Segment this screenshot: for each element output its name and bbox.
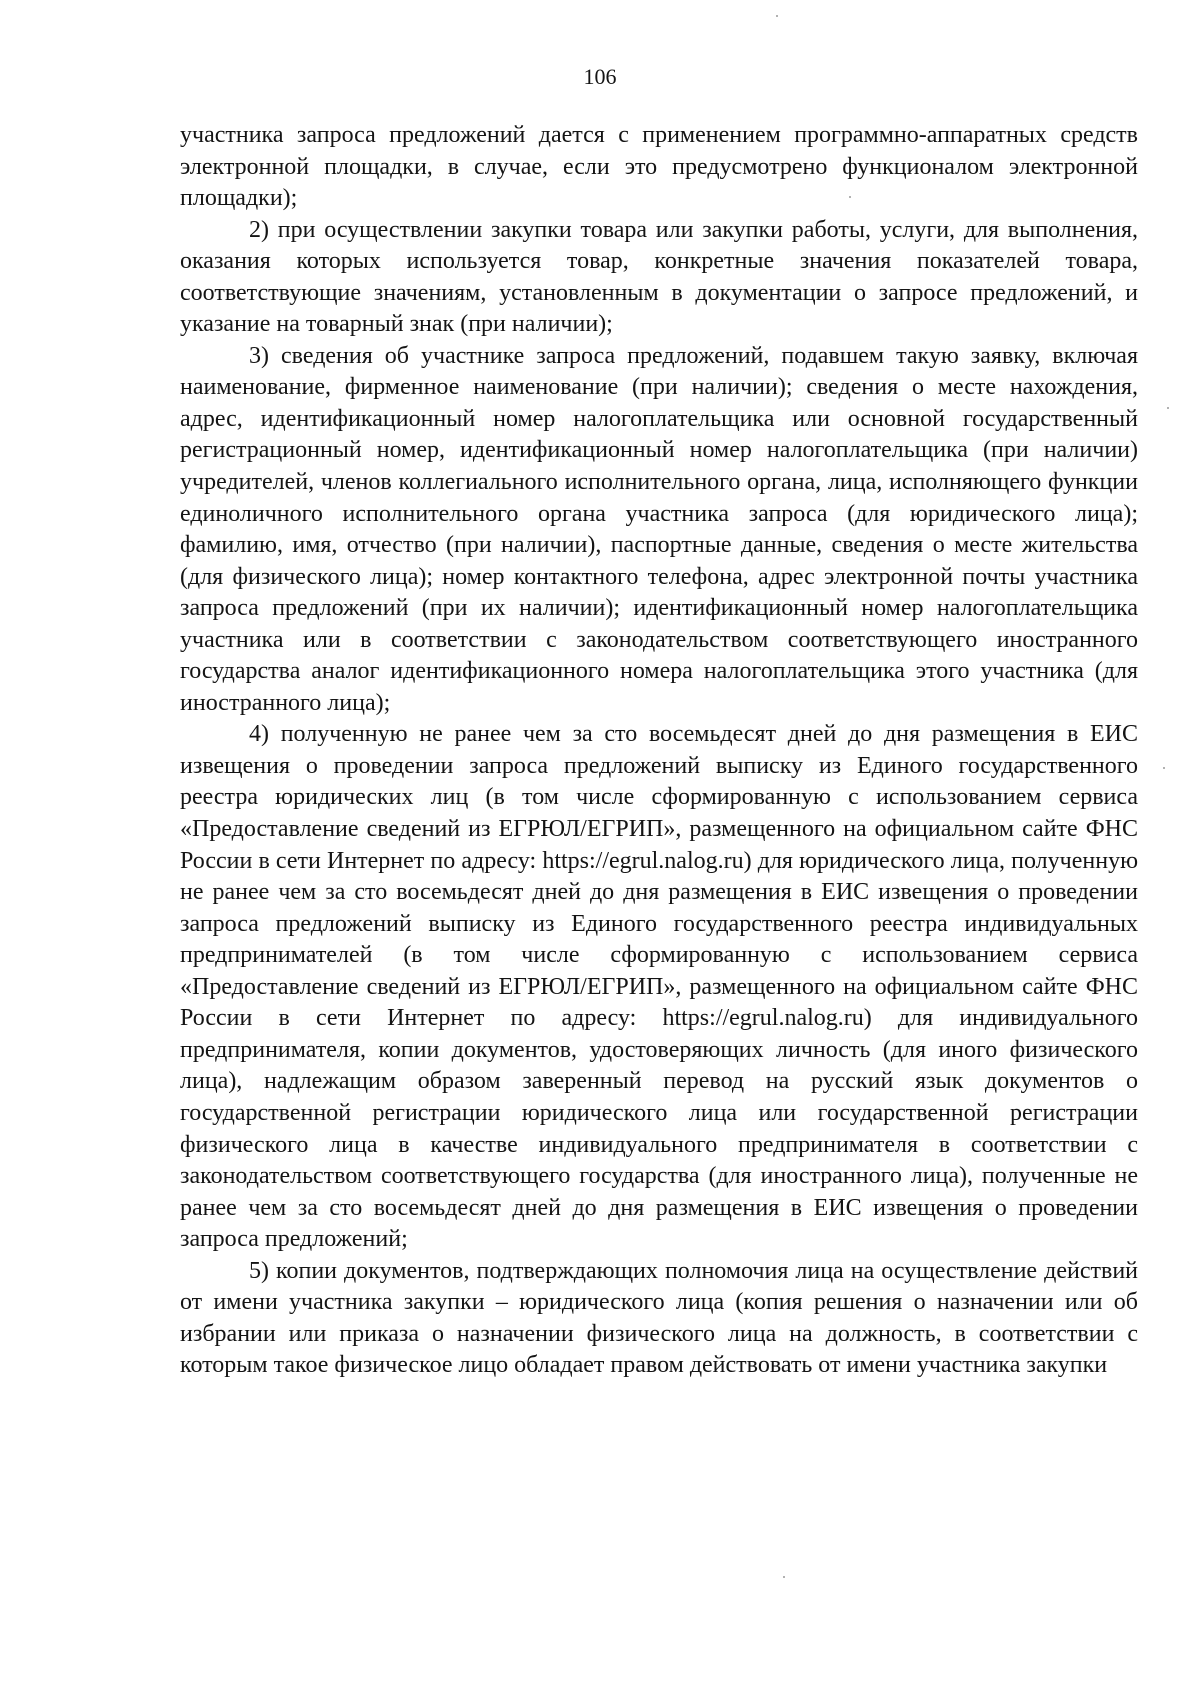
page-number: 106: [583, 64, 617, 89]
scan-speck: [1167, 407, 1169, 409]
paragraph-item-4: 4) полученную не ранее чем за сто восемьдесят дней до дня размещения в ЕИС извещения о проведении запроса предложений выписку из Единого государственного реестра юридических лиц (в том числе сформированную с использованием сервиса «Предоставление сведений из ЕГРЮЛ/ЕГРИП», размещенного на официальном сайте ФНС России в сети Интернет по адресу: https://egrul.nalog.ru) для юридического лица, полученную не ранее чем за сто восемьдесят дней до дня размещения в ЕИС извещения о проведении запроса предложений выписку из Единого государственного реестра индивидуальных предпринимателей (в том числе сформированную с использованием сервиса «Предоставление сведений из ЕГРЮЛ/ЕГРИП», размещенного на официальном сайте ФНС России в сети Интернет по адресу: https://egrul.nalog.ru) для индивидуального предпринимателя, копии документов, удостоверяющих личность (для иного физического лица), надлежащим образом заверенный перевод на русский язык документов о государственной регистрации юридического лица или государственной регистрации физического лица в качестве индивидуального предпринимателя в соответствии с законодательством соответствующего государства (для иностранного лица), полученные не ранее чем за сто восемьдесят дней до дня размещения в ЕИС извещения о проведении запроса предложений;: [180, 721, 1138, 1253]
paragraph-item-3: 3) сведения об участнике запроса предложений, подавшем такую заявку, включая наименование, фирменное наименование (при наличии); сведения о месте нахождения, адрес, идентификационный номер налогоплательщика или основной государственный регистрационный номер, идентификационный номер налогоплательщика (при наличии) учредителей, членов коллегиального исполнительного органа, лица, исполняющего функции единоличного исполнительного органа участника запроса (для юридического лица); фамилию, имя, отчество (при наличии), паспортные данные, сведения о месте жительства (для физического лица); номер контактного телефона, адрес электронной почты участника запроса предложений (при их наличии); идентификационный номер налогоплательщика участника или в соответствии с законодательством соответствующего иностранного государства аналог идентификационного номера налогоплательщика этого участника (для иностранного лица);: [180, 342, 1138, 716]
scan-speck: [776, 15, 778, 17]
paragraph-item-2: 2) при осуществлении закупки товара или закупки работы, услуги, для выполнения, оказания которых используется товар, конкретные значения показателей товара, соответствующие значениям, установленным в документации о запросе предложений, и указание на товарный знак (при наличии);: [180, 216, 1138, 338]
scan-speck: [849, 196, 851, 198]
paragraph-item-5: 5) копии документов, подтверждающих полномочия лица на осуществление действий от имени участника закупки – юридического лица (копия решения о назначении или об избрании или приказа о назначении физического лица на должность, в соответствии с которым такое физическое лицо обладает правом действовать от имени участника закупки: [180, 1257, 1138, 1379]
paragraph-continuation: участника запроса предложений дается с применением программно-аппаратных средств электронной площадки, в случае, если это предусмотрено функционалом электронной площадки);: [180, 122, 1138, 212]
scan-speck: [1163, 767, 1165, 769]
document-body: [180, 120, 1138, 1382]
scan-speck: [783, 1576, 785, 1578]
